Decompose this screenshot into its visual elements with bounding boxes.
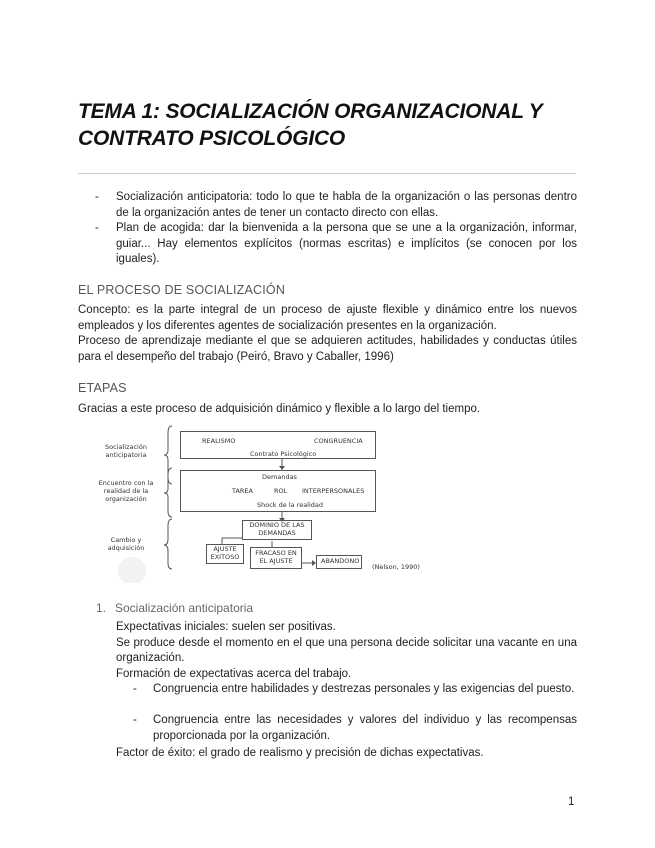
label-shock: Shock de la realidad (257, 501, 324, 509)
label-contrato: Contrato Psicológico (250, 450, 317, 458)
section-heading-etapas: ETAPAS (78, 381, 127, 395)
sub-bullet-text: Congruencia entre habilidades y destrezas personales y las exigencias del puesto. (153, 683, 575, 695)
page-number: 1 (568, 796, 575, 808)
concepto-paragraph: Concepto: es la parte integral de un proceso de ajuste flexible y dinámico entre los nuevos empleados y los diferentes agentes de socialización presentes en la organización. (78, 304, 577, 332)
stage-label-anticipatoria: Socialización anticipatoria (105, 443, 147, 459)
label-realismo: REALISMO (202, 437, 236, 445)
etapas-paragraph: Gracias a este proceso de adquisición dinámico y flexible a lo largo del tiempo. (78, 403, 481, 415)
list-body (116, 620, 577, 682)
label-ajuste: AJUSTE EXITOSO (210, 545, 240, 561)
sub-bullet: - Congruencia entre habilidades y destrezas personales y las exigencias del puesto. (133, 682, 577, 698)
label-abandono: ABANDONO (321, 557, 360, 565)
intro-bullet-text: Socialización anticipatoria: todo lo que te habla de la organización o las personas dentro de la organización antes de tener un contacto directo con ellas. (116, 191, 577, 219)
list-line: Se produce desde el momento en el que una persona decide solicitar una vacante en una organización. (116, 636, 577, 664)
list-closing: Factor de éxito: el grado de realismo y precisión de dichas expectativas. (116, 747, 484, 759)
list-line: Expectativas iniciales: suelen ser positivas. (116, 621, 336, 633)
label-interpersonales: INTERPERSONALES (302, 487, 365, 495)
intro-bullet-text: Plan de acogida: dar la bienvenida a la persona que se une a la organización, informar, guiar... Hay elementos explícitos (normas escritas) e implícitos (se conocen por los iguales). (116, 222, 577, 265)
title-line-1: TEMA 1: SOCIALIZACIÓN ORGANIZACIONAL Y (78, 100, 543, 123)
aprendizaje-paragraph: Proceso de aprendizaje mediante el que se adquieren actitudes, habilidades y conductas útiles para el desempeño del trabajo (Peiró, Bravo y Caballer, 1996) (78, 335, 577, 363)
list-line: Formación de expectativas acerca del trabajo. (116, 667, 352, 680)
label-fracaso: FRACASO EN EL AJUSTE (255, 549, 297, 565)
label-congruencia: CONGRUENCIA (314, 437, 363, 445)
sub-bullet-text: Congruencia entre las necesidades y valores del individuo y las recompensas proporcionada por la organización. (153, 714, 577, 742)
diagram-citation: (Nelson, 1990) (372, 563, 420, 571)
intro-bullet: - Plan de acogida: dar la bienvenida a la persona que se une a la organización, informar, guiar... Hay elementos explícitos (normas escritas) e implícitos (se conocen por los iguales). (95, 221, 577, 268)
label-dominio: DOMINIO DE LAS DEMANDAS (249, 521, 305, 537)
socialization-stages-diagram (92, 423, 432, 583)
page-title (78, 98, 598, 152)
section-heading-socializacion: EL PROCESO DE SOCIALIZACIÓN (78, 283, 286, 297)
intro-bullet: - Socialización anticipatoria: todo lo que te habla de la organización o las personas dentro de la organización antes de tener un contacto directo con ellas. (95, 190, 577, 221)
sub-bullet: - Congruencia entre las necesidades y valores del individuo y las recompensas proporcionada por la organización. (133, 713, 577, 744)
section-socializacion-body (78, 303, 577, 365)
label-rol: ROL (274, 487, 288, 495)
label-demandas: Demandas (262, 473, 297, 481)
list-number: 1. (96, 601, 107, 615)
title-line-2: CONTRATO PSICOLÓGICO (78, 127, 346, 150)
list-heading-socializacion-anticipatoria (96, 601, 253, 615)
label-tarea: TAREA (232, 487, 253, 495)
title-divider (78, 173, 576, 174)
stage-label-cambio: Cambio y adquisición (107, 536, 145, 552)
stage-label-encuentro: Encuentro con la realidad de la organización (98, 479, 154, 503)
list-heading-text: Socialización anticipatoria (115, 601, 254, 615)
